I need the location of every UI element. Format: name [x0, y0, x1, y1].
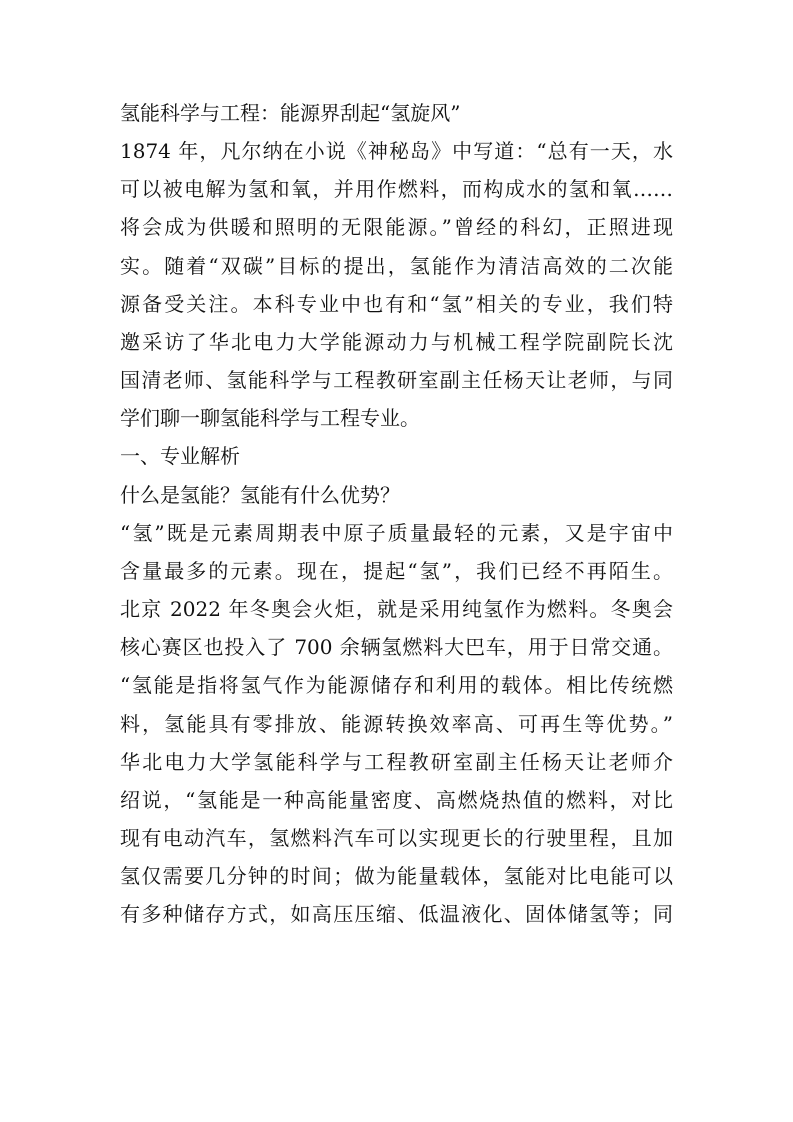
body-line: 有多种储存方式，如高压压缩、低温液化、固体储氢等；同	[120, 902, 673, 927]
body-line: “氢能是指将氢气作为能源储存和利用的载体。相比传统燃	[120, 673, 673, 698]
intro-line: 将会成为供暖和照明的无限能源。”曾经的科幻，正照进现	[120, 215, 673, 240]
intro-line: 国清老师、氢能科学与工程教研室副主任杨天让老师，与同	[120, 368, 673, 393]
body-line: 绍说，“氢能是一种高能量密度、高燃烧热值的燃料，对比	[120, 787, 673, 812]
body-line: 含量最多的元素。现在，提起“氢”，我们已经不再陌生。	[120, 558, 673, 583]
intro-line: 学们聊一聊氢能科学与工程专业。	[120, 406, 420, 431]
document-body	[120, 94, 673, 933]
section-heading: 一、专业解析	[120, 444, 240, 469]
intro-line: 源备受关注。本科专业中也有和“氢”相关的专业，我们特	[120, 291, 673, 316]
body-line: 氢仅需要几分钟的时间；做为能量载体，氢能对比电能可以	[120, 864, 673, 889]
intro-line: 可以被电解为氢和氧，并用作燃料，而构成水的氢和氧……	[120, 177, 673, 202]
article-title: 氢能科学与工程：能源界刮起“氢旋风”	[120, 101, 461, 125]
intro-line: 实。随着“双碳”目标的提出，氢能作为清洁高效的二次能	[120, 253, 673, 278]
body-line: 北京 2022 年冬奥会火炬，就是采用纯氢作为燃料。冬奥会	[120, 597, 673, 622]
body-line: 核心赛区也投入了 700 余辆氢燃料大巴车，用于日常交通。	[120, 635, 673, 660]
body-line: 现有电动汽车，氢燃料汽车可以实现更长的行驶里程，且加	[120, 825, 673, 850]
body-line: 料，氢能具有零排放、能源转换效率高、可再生等优势。”	[120, 711, 673, 736]
subheading: 什么是氢能？氢能有什么优势？	[120, 482, 400, 507]
body-line: “氢”既是元素周期表中原子质量最轻的元素，又是宇宙中	[120, 520, 673, 545]
intro-line: 1874 年，凡尔纳在小说《神秘岛》中写道：“总有一天，水	[120, 139, 673, 164]
body-line: 华北电力大学氢能科学与工程教研室副主任杨天让老师介	[120, 749, 673, 774]
intro-line: 邀采访了华北电力大学能源动力与机械工程学院副院长沈	[120, 329, 673, 354]
